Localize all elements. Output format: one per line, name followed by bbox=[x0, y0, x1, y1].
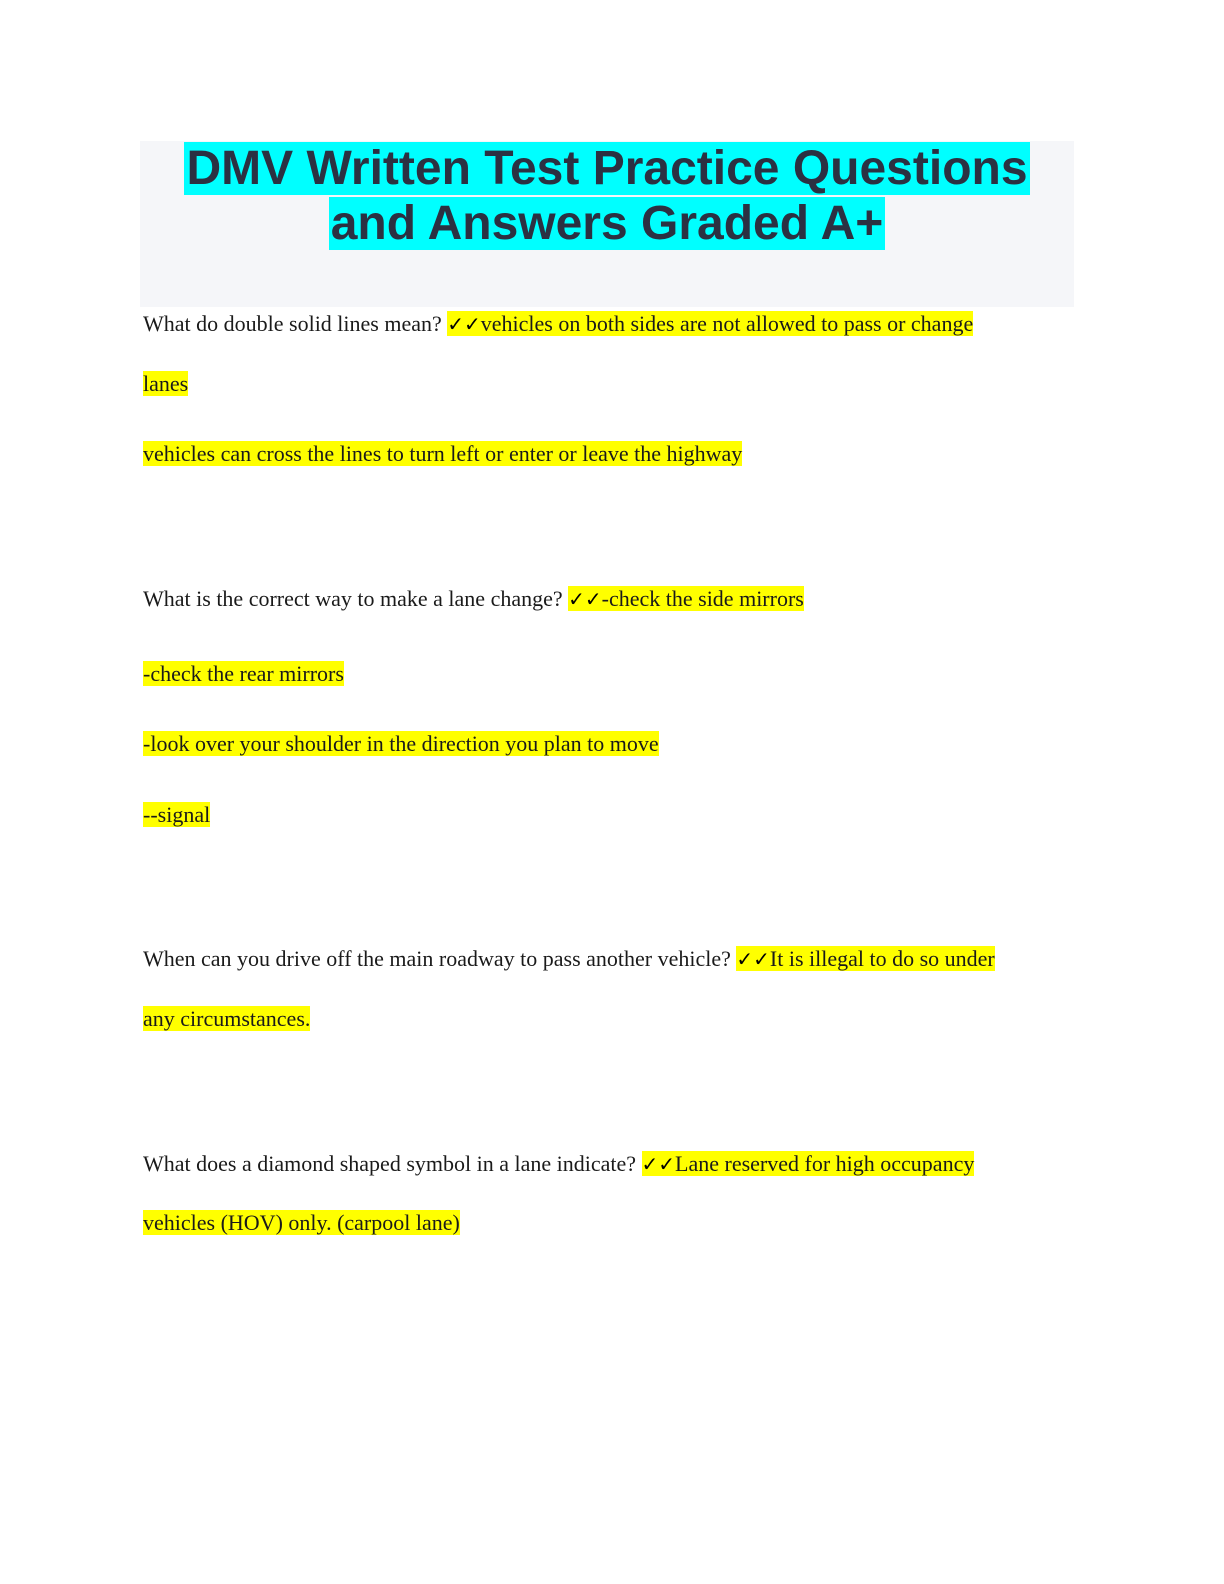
title-line-1 bbox=[140, 141, 1074, 196]
title-line-2 bbox=[140, 196, 1074, 251]
answer-2-line-3 bbox=[143, 728, 659, 760]
answer-2-line-4 bbox=[143, 799, 210, 831]
answer-4-first: Lane reserved for high occupancy bbox=[675, 1151, 975, 1176]
question-4: What does a diamond shaped symbol in a lane indicate? bbox=[143, 1151, 637, 1176]
answer-1-line-2 bbox=[143, 368, 188, 400]
answer-1-line-3 bbox=[143, 438, 742, 470]
answer-2-text-3: -look over your shoulder in the direction you plan to move bbox=[143, 731, 659, 756]
question-2: What is the correct way to make a lane change? bbox=[143, 586, 563, 611]
title-text-2: and Answers Graded A+ bbox=[330, 197, 884, 250]
question-3: When can you drive off the main roadway to pass another vehicle? bbox=[143, 946, 731, 971]
answer-3-highlight bbox=[736, 946, 994, 971]
title-text-1: DMV Written Test Practice Questions bbox=[186, 142, 1028, 195]
question-1-line bbox=[143, 308, 973, 340]
checkmark-icon: ✓✓ bbox=[568, 587, 602, 611]
answer-2-text-2: -check the rear mirrors bbox=[143, 661, 344, 686]
answer-1-text-3: vehicles can cross the lines to turn left or enter or leave the highway bbox=[143, 441, 743, 466]
answer-4-highlight bbox=[642, 1151, 975, 1176]
answer-3-first: It is illegal to do so under bbox=[769, 946, 995, 971]
answer-2-highlight bbox=[568, 586, 804, 611]
answer-1-text-2: lanes bbox=[143, 371, 189, 396]
answer-3-line-2 bbox=[143, 1003, 310, 1035]
question-2-line bbox=[143, 583, 804, 615]
answer-4-text-2: vehicles (HOV) only. (carpool lane) bbox=[143, 1210, 460, 1235]
question-1: What do double solid lines mean? bbox=[143, 311, 442, 336]
question-3-line bbox=[143, 943, 995, 975]
title-box bbox=[140, 141, 1074, 307]
answer-2-line-2 bbox=[143, 658, 344, 690]
question-4-line bbox=[143, 1148, 974, 1180]
answer-4-line-2 bbox=[143, 1207, 460, 1239]
answer-2-first: -check the side mirrors bbox=[601, 586, 804, 611]
checkmark-icon: ✓✓ bbox=[641, 1152, 676, 1176]
checkmark-icon: ✓✓ bbox=[736, 947, 770, 971]
answer-3-text-2: any circumstances. bbox=[143, 1006, 311, 1031]
checkmark-icon: ✓✓ bbox=[447, 312, 481, 336]
answer-1-first: vehicles on both sides are not allowed to pass or change bbox=[480, 311, 974, 336]
answer-2-text-4: --signal bbox=[143, 802, 211, 827]
answer-1-highlight bbox=[447, 311, 973, 336]
